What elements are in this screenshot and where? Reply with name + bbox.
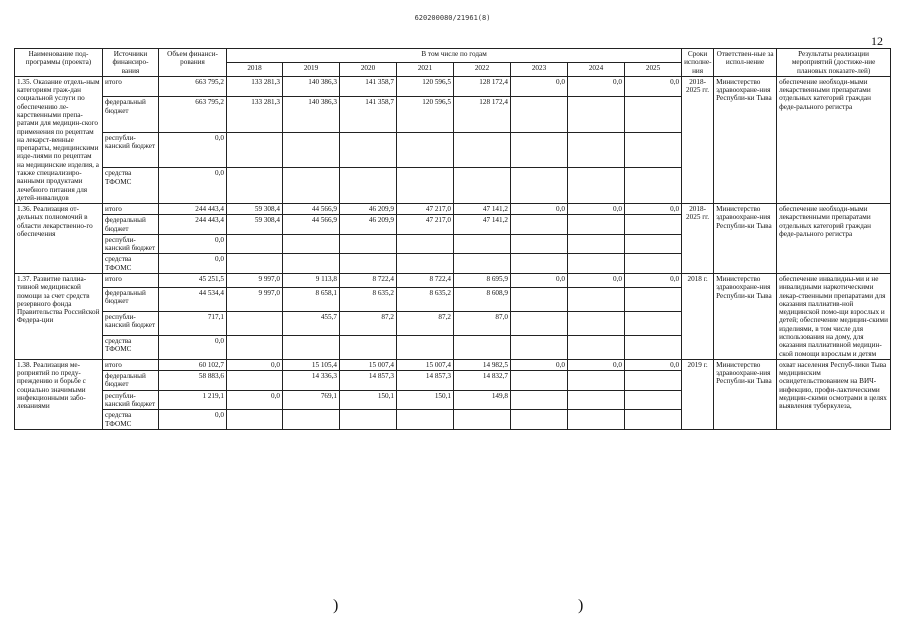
year-value-cell [283, 410, 340, 430]
year-value-cell: 150,1 [340, 390, 397, 410]
footer-mark-right: ) [578, 597, 584, 614]
year-value-cell [283, 234, 340, 254]
year-value-cell [227, 371, 283, 391]
year-value-cell [511, 335, 568, 359]
year-value-cell [511, 410, 568, 430]
year-value-cell: 0,0 [568, 76, 625, 97]
source-cell: республи-канский бюджет [103, 311, 159, 335]
source-cell: итого [103, 76, 159, 97]
year-value-cell: 0,0 [511, 76, 568, 97]
year-value-cell: 0,0 [568, 359, 625, 370]
year-value-cell [568, 287, 625, 311]
year-value-cell: 8 635,2 [397, 287, 454, 311]
source-cell: средства ТФОМС [103, 335, 159, 359]
year-value-cell [625, 311, 682, 335]
year-value-cell: 140 386,3 [283, 76, 340, 97]
volume-cell: 0,0 [159, 168, 227, 204]
year-value-cell: 46 209,9 [340, 215, 397, 235]
volume-cell: 0,0 [159, 410, 227, 430]
year-value-cell: 14 857,3 [340, 371, 397, 391]
year-value-cell: 47 217,0 [397, 204, 454, 215]
responsible-cell: Министерство здравоохране-ния Республи-ки Тыва [714, 359, 777, 429]
source-cell: средства ТФОМС [103, 254, 159, 274]
year-value-cell [625, 132, 682, 168]
volume-cell: 58 883,6 [159, 371, 227, 391]
year-value-cell [511, 234, 568, 254]
volume-cell: 663 795,2 [159, 97, 227, 133]
year-value-cell [568, 132, 625, 168]
year-value-cell: 87,2 [340, 311, 397, 335]
responsible-cell: Министерство здравоохране-ния Республи-ки Тыва [714, 274, 777, 360]
year-value-cell: 8 658,1 [283, 287, 340, 311]
year-value-cell [227, 234, 283, 254]
subprogram-name-cell: 1.35. Оказание отдель-ным категориям граж-дан социальной услуги по обеспечению ле-карственными препа-ратами для медицин-ского применения по рецептам на лекарст-венные препараты, медицинскими изде-лиями по рецептам на медицинские изделия, а также специализиро-ванными продуктами лечебного питания для детей-инвалидов [15, 76, 103, 203]
year-value-cell [625, 97, 682, 133]
table-row [15, 76, 891, 97]
year-value-cell [568, 215, 625, 235]
year-value-cell [568, 335, 625, 359]
header-year: 2023 [511, 62, 568, 76]
year-value-cell [511, 254, 568, 274]
year-value-cell [511, 215, 568, 235]
year-value-cell [511, 371, 568, 391]
page-number: 12 [871, 34, 883, 48]
source-cell: федеральный бюджет [103, 97, 159, 133]
volume-cell: 663 795,2 [159, 76, 227, 97]
year-value-cell [568, 97, 625, 133]
year-value-cell [454, 254, 511, 274]
volume-cell: 0,0 [159, 335, 227, 359]
year-value-cell [568, 371, 625, 391]
header-year: 2018 [227, 62, 283, 76]
year-value-cell [227, 311, 283, 335]
year-value-cell [397, 410, 454, 430]
year-value-cell: 149,8 [454, 390, 511, 410]
year-value-cell [454, 168, 511, 204]
year-value-cell: 0,0 [625, 274, 682, 288]
volume-cell: 0,0 [159, 234, 227, 254]
year-value-cell: 8 608,9 [454, 287, 511, 311]
year-value-cell: 87,0 [454, 311, 511, 335]
year-value-cell [283, 254, 340, 274]
volume-cell: 717,1 [159, 311, 227, 335]
source-cell: средства ТФОМС [103, 410, 159, 430]
year-value-cell: 0,0 [227, 390, 283, 410]
year-value-cell: 133 281,3 [227, 97, 283, 133]
table-row [15, 359, 891, 370]
header-year: 2021 [397, 62, 454, 76]
year-value-cell [283, 335, 340, 359]
source-cell: федеральный бюджет [103, 215, 159, 235]
source-cell: итого [103, 204, 159, 215]
footer-mark-left: ) [333, 597, 339, 614]
year-value-cell: 47 217,0 [397, 215, 454, 235]
year-value-cell: 9 113,8 [283, 274, 340, 288]
year-value-cell [625, 234, 682, 254]
year-value-cell: 0,0 [568, 204, 625, 215]
header-volume: Объем финанси-рования [159, 49, 227, 77]
year-value-cell [625, 371, 682, 391]
header-year: 2024 [568, 62, 625, 76]
header-responsible: Ответствен-ные за испол-нение [714, 49, 777, 77]
year-value-cell [454, 410, 511, 430]
volume-cell: 44 534,4 [159, 287, 227, 311]
year-value-cell [568, 234, 625, 254]
year-value-cell [511, 168, 568, 204]
source-cell: республи-канский бюджет [103, 234, 159, 254]
year-value-cell [625, 168, 682, 204]
volume-cell: 0,0 [159, 132, 227, 168]
source-cell: федеральный бюджет [103, 287, 159, 311]
year-value-cell: 44 566,9 [283, 215, 340, 235]
year-value-cell: 150,1 [397, 390, 454, 410]
source-cell: итого [103, 359, 159, 370]
year-value-cell [568, 168, 625, 204]
header-year: 2019 [283, 62, 340, 76]
year-value-cell [511, 390, 568, 410]
volume-cell: 1 219,1 [159, 390, 227, 410]
year-value-cell [568, 410, 625, 430]
year-value-cell: 14 832,7 [454, 371, 511, 391]
year-value-cell: 120 596,5 [397, 97, 454, 133]
year-value-cell: 0,0 [511, 274, 568, 288]
year-value-cell [568, 311, 625, 335]
header-year: 2020 [340, 62, 397, 76]
result-cell: обеспечение инвалидны-ми и не инвалидными наркотическими лекар-ственными препаратами для оказания паллиатив-ной медицинской помо-щи взрослых и детей; обеспечение медицин-скими изделиями, в том числе для использования на дому, для оказания паллиативной медицин-ской помощи взрослым и детям [777, 274, 891, 360]
header-year: 2022 [454, 62, 511, 76]
year-value-cell: 46 209,9 [340, 204, 397, 215]
year-value-cell [511, 287, 568, 311]
table-row [15, 274, 891, 288]
header-name: Наименование под-программы (проекта) [15, 49, 103, 77]
subprogram-name-cell: 1.37. Развитие паллиа-тивной медицинской помощи за счет средств резервного фонда Правительства Российской Федера-ции [15, 274, 103, 360]
year-value-cell [340, 168, 397, 204]
responsible-cell: Министерство здравоохране-ния Республи-ки Тыва [714, 204, 777, 274]
year-value-cell: 59 308,4 [227, 204, 283, 215]
volume-cell: 45 251,5 [159, 274, 227, 288]
source-cell: средства ТФОМС [103, 168, 159, 204]
year-value-cell [227, 168, 283, 204]
year-value-cell: 141 358,7 [340, 76, 397, 97]
year-value-cell [511, 132, 568, 168]
year-value-cell [625, 287, 682, 311]
year-value-cell: 47 141,2 [454, 204, 511, 215]
year-value-cell: 0,0 [625, 76, 682, 97]
year-value-cell [397, 254, 454, 274]
year-value-cell [625, 390, 682, 410]
year-value-cell: 0,0 [625, 359, 682, 370]
year-value-cell: 0,0 [625, 204, 682, 215]
year-value-cell [227, 335, 283, 359]
source-cell: итого [103, 274, 159, 288]
year-value-cell [625, 410, 682, 430]
year-value-cell [511, 97, 568, 133]
year-value-cell: 128 172,4 [454, 97, 511, 133]
year-value-cell [397, 234, 454, 254]
year-value-cell [340, 335, 397, 359]
year-value-cell: 8 695,9 [454, 274, 511, 288]
year-value-cell [454, 335, 511, 359]
year-value-cell [283, 132, 340, 168]
result-cell: охват населения Респуб-лики Тыва медицинским освидетельствованием на ВИЧ-инфекцию, профи-лактическими медицин-скими осмотрами в целях выявления туберкулеза, [777, 359, 891, 429]
subprogram-name-cell: 1.36. Реализация от-дельных полномочий в области лекарственно-го обеспечения [15, 204, 103, 274]
year-value-cell: 59 308,4 [227, 215, 283, 235]
header-row [15, 49, 891, 63]
year-value-cell [625, 215, 682, 235]
year-value-cell: 0,0 [568, 274, 625, 288]
year-value-cell [397, 132, 454, 168]
year-value-cell: 140 386,3 [283, 97, 340, 133]
year-value-cell [568, 390, 625, 410]
subprogram-name-cell: 1.38. Реализация ме-роприятий по преду-преждению и борьбе с социально значимыми инфекционными забо-леваниями [15, 359, 103, 429]
year-value-cell [625, 335, 682, 359]
year-value-cell: 87,2 [397, 311, 454, 335]
header-by-years: В том числе по годам [227, 49, 682, 63]
year-value-cell: 47 141,2 [454, 215, 511, 235]
term-cell: 2019 г. [682, 359, 714, 429]
responsible-cell: Министерство здравоохране-ния Республи-ки Тыва [714, 76, 777, 203]
year-value-cell [227, 132, 283, 168]
term-cell: 2018-2025 гг. [682, 204, 714, 274]
result-cell: обеспечение необходи-мыми лекарственными препаратами отдельных категорий граждан феде-рального регистра [777, 204, 891, 274]
year-value-cell: 9 997,0 [227, 274, 283, 288]
financing-table [14, 48, 891, 430]
year-value-cell [340, 234, 397, 254]
year-value-cell: 455,7 [283, 311, 340, 335]
header-results: Результаты реализации мероприятий (достиже-ние плановых показате-лей) [777, 49, 891, 77]
year-value-cell [454, 234, 511, 254]
year-value-cell: 8 722,4 [397, 274, 454, 288]
year-value-cell: 15 007,4 [340, 359, 397, 370]
source-cell: федеральный бюджет [103, 371, 159, 391]
source-cell: республи-канский бюджет [103, 132, 159, 168]
document-id: 620200080/21961(8) [414, 14, 491, 22]
year-value-cell: 14 336,3 [283, 371, 340, 391]
year-value-cell [340, 132, 397, 168]
year-value-cell: 14 857,3 [397, 371, 454, 391]
year-value-cell: 0,0 [511, 359, 568, 370]
volume-cell: 244 443,4 [159, 204, 227, 215]
result-cell: обеспечение необходи-мыми лекарственными препаратами отдельных категорий граждан феде-рального регистра [777, 76, 891, 203]
year-value-cell: 15 007,4 [397, 359, 454, 370]
year-value-cell: 8 635,2 [340, 287, 397, 311]
table-row [15, 204, 891, 215]
term-cell: 2018 г. [682, 274, 714, 360]
year-value-cell: 141 358,7 [340, 97, 397, 133]
volume-cell: 244 443,4 [159, 215, 227, 235]
year-value-cell: 15 105,4 [283, 359, 340, 370]
term-cell: 2018-2025 гг. [682, 76, 714, 203]
year-value-cell [340, 410, 397, 430]
year-value-cell [283, 168, 340, 204]
year-value-cell: 9 997,0 [227, 287, 283, 311]
year-value-cell [397, 168, 454, 204]
year-value-cell [340, 254, 397, 274]
source-cell: республи-канский бюджет [103, 390, 159, 410]
volume-cell: 60 102,7 [159, 359, 227, 370]
year-value-cell: 44 566,9 [283, 204, 340, 215]
year-value-cell: 128 172,4 [454, 76, 511, 97]
year-value-cell: 8 722,4 [340, 274, 397, 288]
header-sources: Источники финансиро-вания [103, 49, 159, 77]
header-year: 2025 [625, 62, 682, 76]
year-value-cell [454, 132, 511, 168]
year-value-cell [227, 254, 283, 274]
year-value-cell [397, 335, 454, 359]
header-terms: Сроки исполне-ния [682, 49, 714, 77]
year-value-cell: 14 982,5 [454, 359, 511, 370]
year-value-cell: 0,0 [227, 359, 283, 370]
year-value-cell: 769,1 [283, 390, 340, 410]
year-value-cell: 120 596,5 [397, 76, 454, 97]
year-value-cell: 133 281,3 [227, 76, 283, 97]
year-value-cell [511, 311, 568, 335]
year-value-cell: 0,0 [511, 204, 568, 215]
year-value-cell [625, 254, 682, 274]
year-value-cell [568, 254, 625, 274]
volume-cell: 0,0 [159, 254, 227, 274]
year-value-cell [227, 410, 283, 430]
